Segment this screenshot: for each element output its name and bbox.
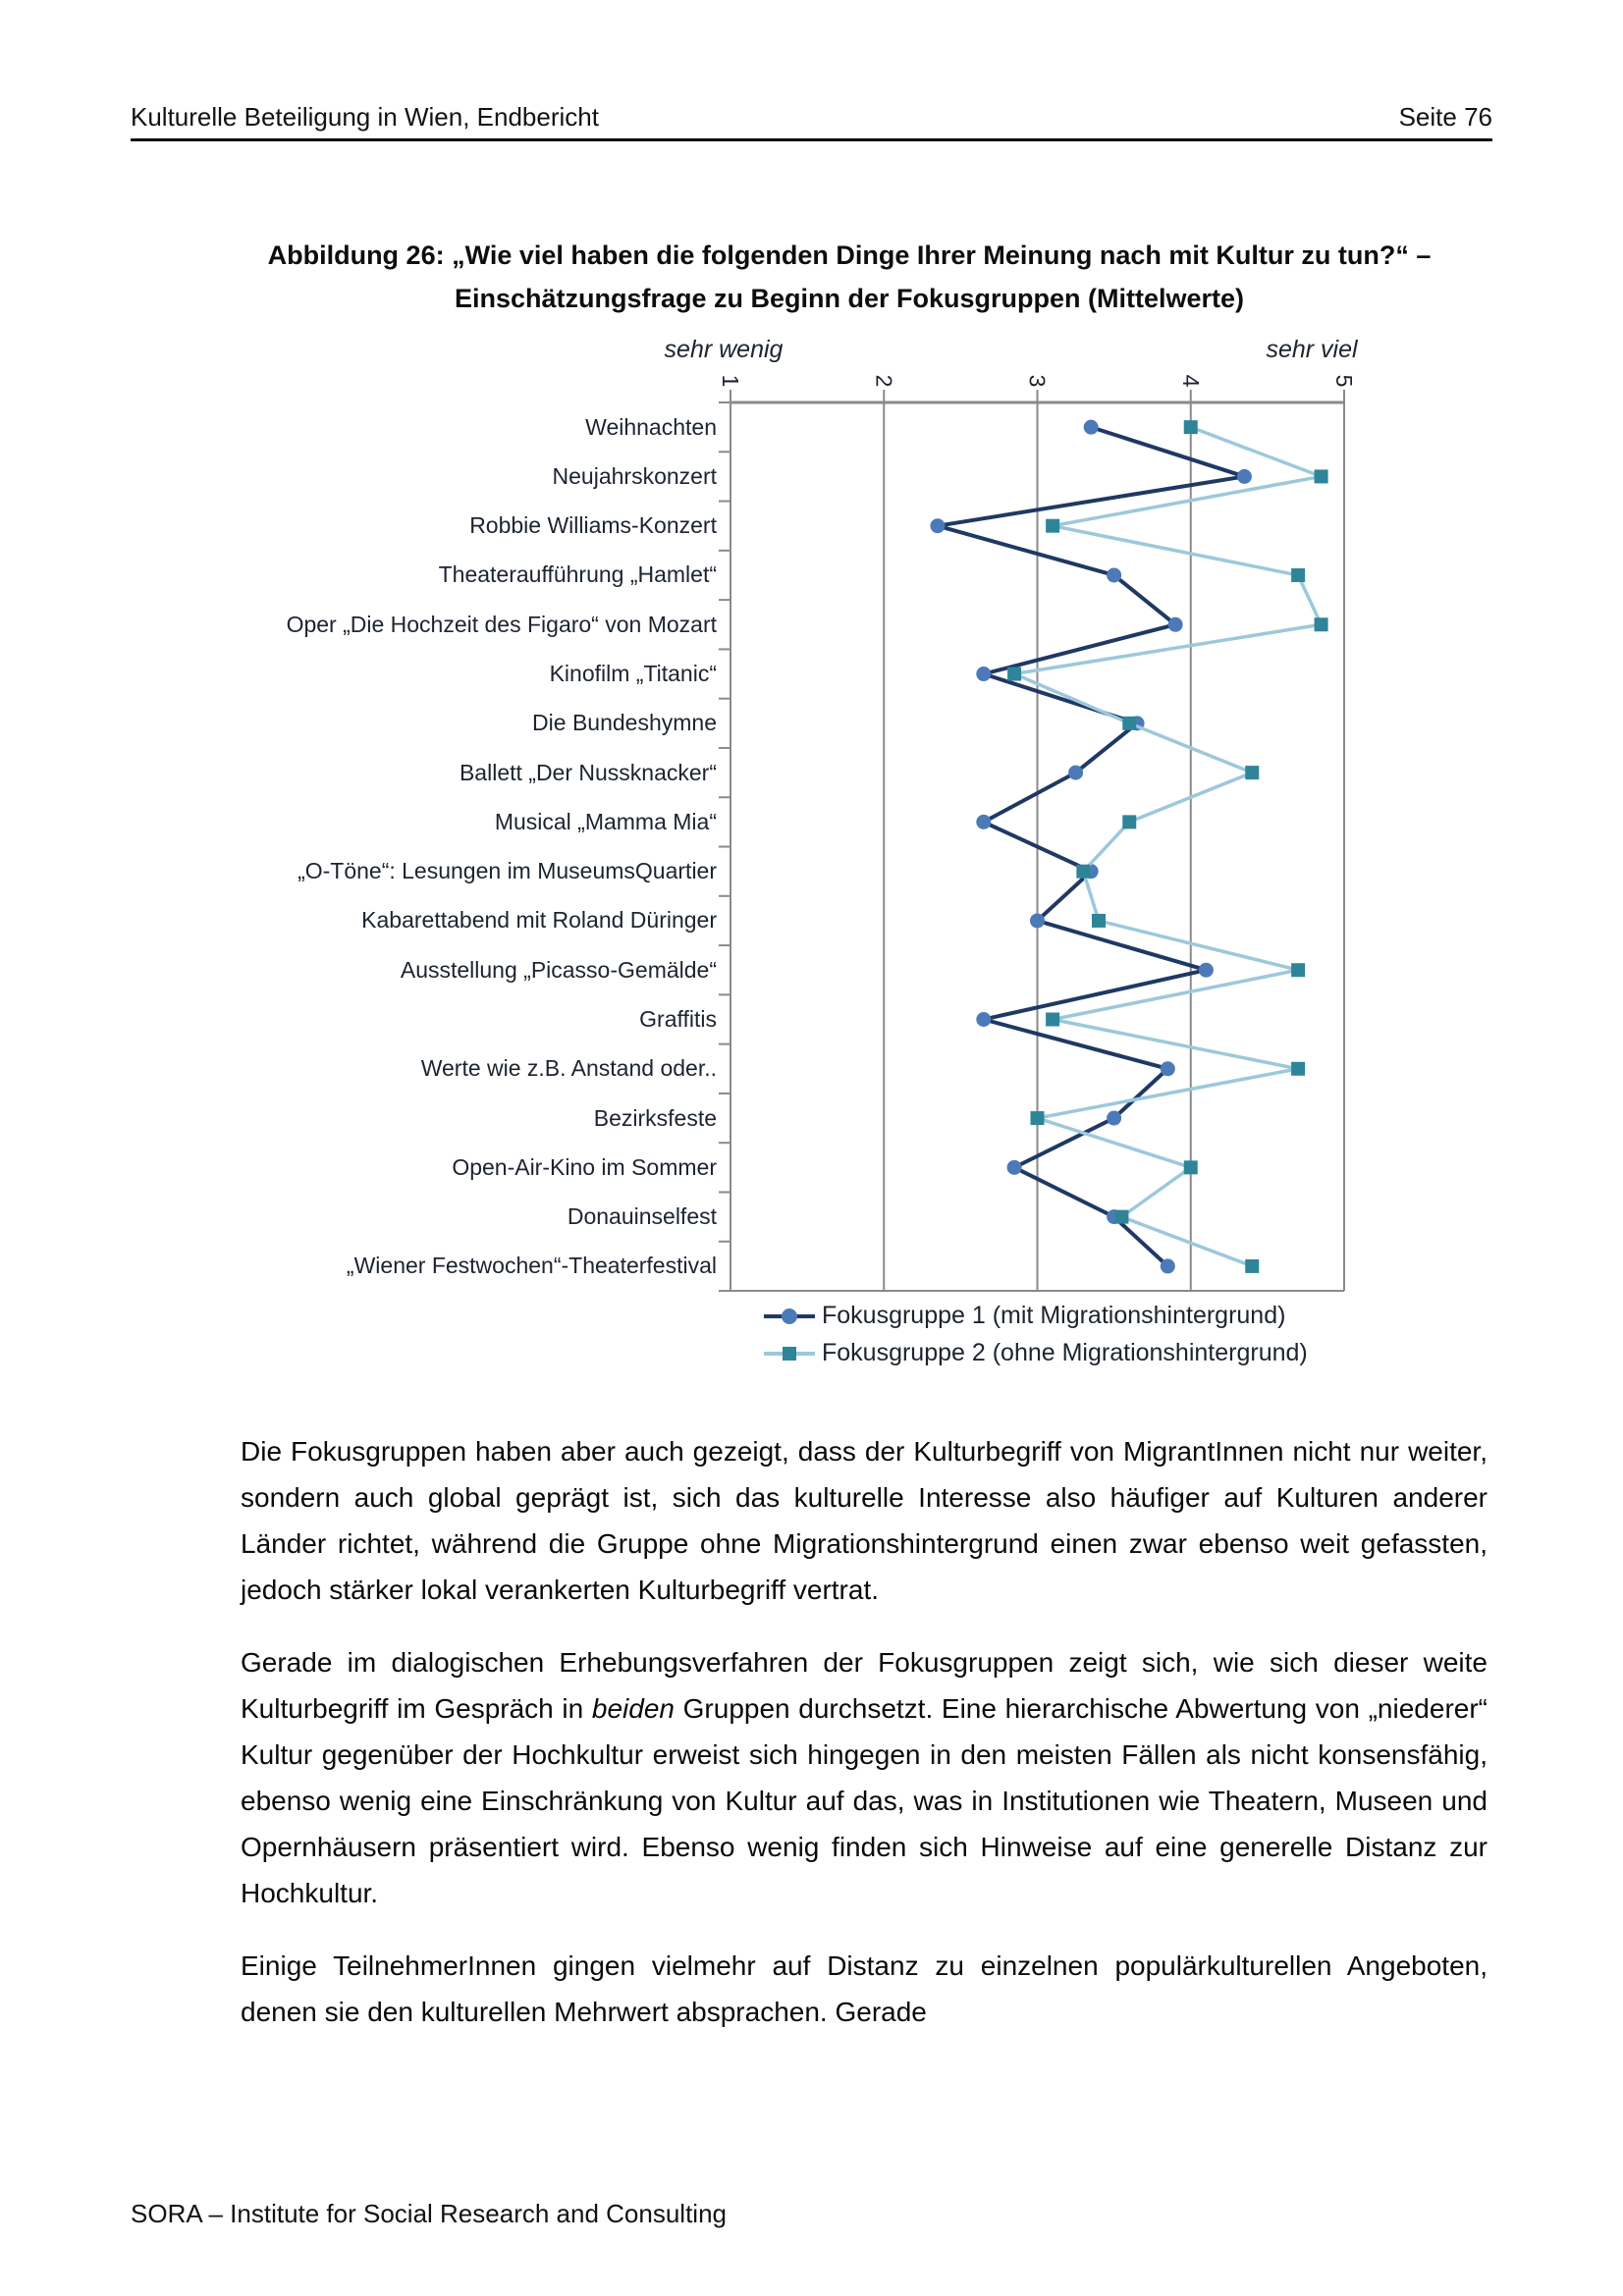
- legend-label: Fokusgruppe 2 (ohne Migrationshintergrund): [822, 1339, 1308, 1366]
- series-1-point: [976, 667, 991, 681]
- page-footer: SORA – Institute for Social Research and Consulting: [131, 2199, 727, 2228]
- series-2-point: [1315, 617, 1328, 631]
- paragraph-2-pre: Gerade im dialogischen Erhebungsverfahren der Fokusgruppen zeigt sich, wie sich dieser weite Kulturbegriff im Gespräch in: [241, 1647, 1488, 1724]
- series-2-point: [1245, 766, 1259, 779]
- series-2-point: [1184, 420, 1198, 434]
- series-2-point: [1031, 1111, 1045, 1125]
- series-2-point: [1007, 667, 1021, 681]
- category-label: Open-Air-Kino im Sommer: [452, 1153, 717, 1180]
- series-1-point: [1084, 420, 1099, 435]
- series-2-point: [1245, 1259, 1259, 1273]
- category-label: Die Bundeshymne: [532, 710, 717, 736]
- category-label: Ausstellung „Picasso-Gemälde“: [400, 956, 717, 983]
- category-label: Robbie Williams-Konzert: [469, 512, 717, 539]
- legend-square-marker-icon: [783, 1347, 796, 1361]
- page-header: [131, 102, 1492, 133]
- paragraph-2: [241, 1639, 1488, 1916]
- chart-plot: [609, 324, 1394, 1315]
- series-2-line: [1014, 427, 1322, 1266]
- series-1-point: [1161, 1061, 1175, 1076]
- category-label: Graffitis: [639, 1005, 717, 1032]
- series-1-point: [1168, 617, 1183, 632]
- series-1-point: [976, 1012, 991, 1027]
- series-1-point: [1107, 1111, 1121, 1126]
- series-2-point: [1291, 568, 1305, 582]
- category-label: Neujahrskonzert: [552, 462, 717, 489]
- category-label: Bezirksfeste: [593, 1104, 717, 1131]
- series-2-point: [1076, 865, 1090, 879]
- legend-sample-line-square: [764, 1343, 815, 1364]
- figure-26-chart: [0, 324, 1623, 1404]
- axis-label-sehr-wenig: sehr wenig: [664, 336, 784, 363]
- paragraph-2-italic: beiden: [591, 1693, 675, 1724]
- series-2-point: [1046, 519, 1059, 533]
- series-1-point: [1161, 1258, 1175, 1273]
- body-text: [241, 1428, 1488, 2061]
- series-2-point: [1114, 1210, 1128, 1224]
- series-2-point: [1122, 815, 1136, 828]
- legend-item-fokusgruppe-1: [764, 1302, 1308, 1330]
- series-1-line: [938, 427, 1245, 1266]
- axis-tick-label: 5: [1331, 374, 1357, 388]
- header-page-number: Seite 76: [1398, 102, 1492, 132]
- chart-legend: [764, 1302, 1308, 1376]
- series-1-point: [1030, 913, 1045, 928]
- series-1-point: [1068, 766, 1083, 780]
- figure-caption: Abbildung 26: „Wie viel haben die folgenden Dinge Ihrer Meinung nach mit Kultur zu tun?“ – Einschätzungsfrage zu Beginn der Fokusgruppen (Mittelwerte): [267, 240, 1432, 313]
- series-2-point: [1122, 717, 1136, 730]
- series-2-point: [1046, 1013, 1059, 1027]
- paragraph-1: Die Fokusgruppen haben aber auch gezeigt, dass der Kulturbegriff von MigrantInnen nicht nur weiter, sondern auch global geprägt ist, sich das kulturelle Interesse also häufiger auf Kulturen anderer Länder richtet, während die Gruppe ohne Migrationshintergrund einen zwar ebenso weit gefassten, jedoch stärker lokal verankerten Kulturbegriff vertrat.: [241, 1436, 1488, 1605]
- series-2-point: [1291, 1062, 1305, 1076]
- header-title: Kulturelle Beteiligung in Wien, Endbericht: [131, 102, 599, 132]
- axis-tick-label: 3: [1024, 374, 1051, 388]
- series-2-point: [1315, 469, 1328, 483]
- series-1-point: [1199, 963, 1214, 978]
- series-1-point: [1107, 567, 1121, 582]
- category-label: Ballett „Der Nussknacker“: [459, 759, 717, 785]
- category-label: „O-Töne“: Lesungen im MuseumsQuartier: [298, 858, 717, 884]
- category-label: Werte wie z.B. Anstand oder..: [420, 1055, 717, 1082]
- legend-label: Fokusgruppe 1 (mit Migrationshintergrund): [822, 1302, 1286, 1329]
- series-1-point: [930, 518, 945, 533]
- category-label: „Wiener Festwochen“-Theaterfestival: [346, 1253, 717, 1279]
- series-2-point: [1092, 914, 1106, 928]
- legend-circle-marker-icon: [782, 1308, 797, 1324]
- series-1: [930, 420, 1252, 1274]
- series-2-point: [1291, 963, 1305, 977]
- series-1-point: [1007, 1160, 1022, 1175]
- axis-tick-label: 1: [718, 374, 743, 388]
- paragraph-2-post: Gruppen durchsetzt. Eine hierarchische Abwertung von „niederer“ Kultur gegenüber der Hochkultur erweist sich hingegen in den meisten Fällen als nicht konsensfähig, ebenso wenig eine Einschränkung von Kultur auf das, was in Institutionen wie Theatern, Museen und Opernhäusern präsentiert wird. Ebenso wenig finden sich Hinweise auf eine generelle Distanz zur Hochkultur.: [241, 1693, 1488, 1908]
- series-1-point: [976, 815, 991, 829]
- category-label: Kabarettabend mit Roland Düringer: [361, 907, 717, 934]
- paragraph-3: Einige TeilnehmerInnen gingen vielmehr auf Distanz zu einzelnen populärkulturellen Angeboten, denen sie den kulturellen Mehrwert absprachen. Gerade: [241, 1950, 1488, 2027]
- category-label: Donauinselfest: [567, 1203, 717, 1230]
- category-label: Musical „Mamma Mia“: [494, 808, 717, 834]
- header-rule: [131, 138, 1492, 141]
- legend-item-fokusgruppe-2: [764, 1339, 1308, 1367]
- category-label: Theateraufführung „Hamlet“: [438, 561, 717, 588]
- category-label: Kinofilm „Titanic“: [549, 661, 717, 687]
- series-2-point: [1184, 1160, 1198, 1174]
- legend-sample-line-circle: [764, 1306, 815, 1327]
- category-label: Weihnachten: [585, 413, 717, 440]
- axis-tick-label: 4: [1177, 374, 1204, 388]
- series-1-point: [1237, 469, 1252, 484]
- category-label: Oper „Die Hochzeit des Figaro“ von Mozart: [286, 611, 717, 637]
- axis-tick-label: 2: [871, 374, 897, 388]
- axis-label-sehr-viel: sehr viel: [1266, 336, 1358, 363]
